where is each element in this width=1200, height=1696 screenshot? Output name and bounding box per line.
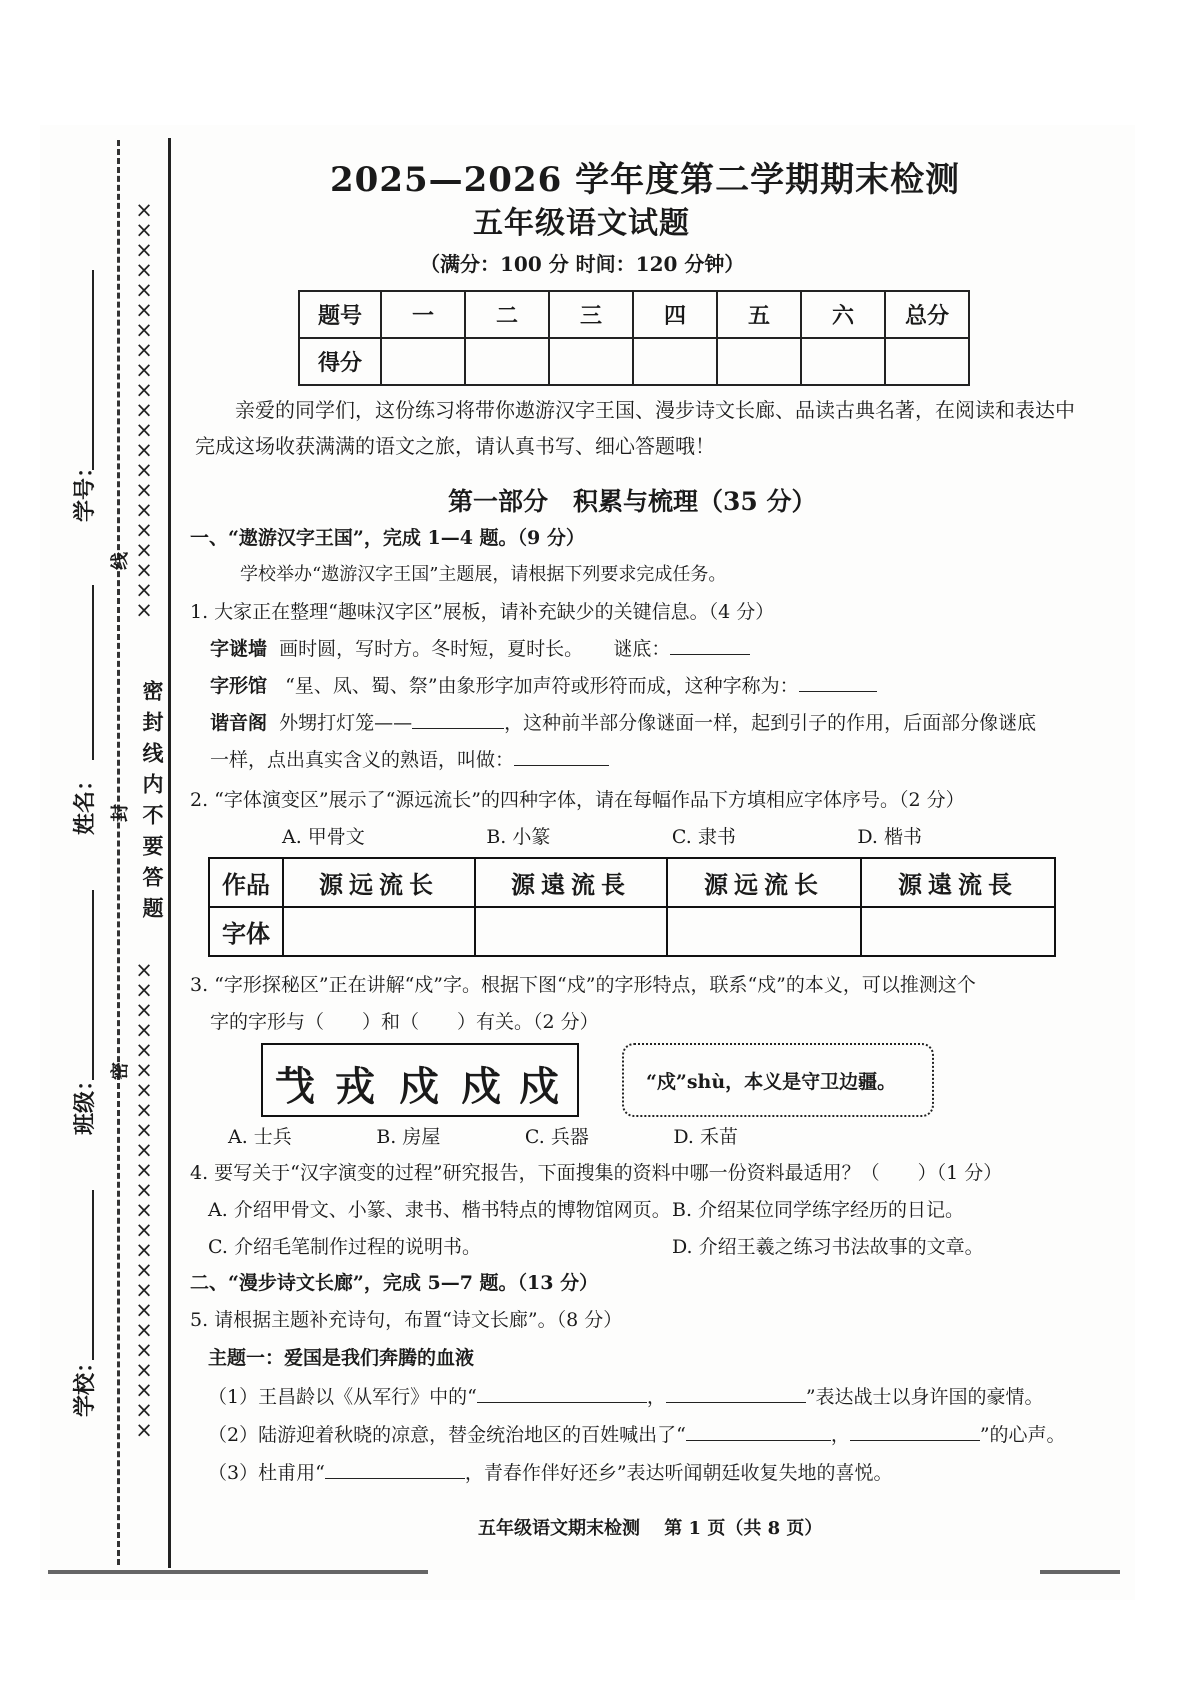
q3-stem2: 字的字形与（ ）和（ ）有关。（2 分）	[210, 1011, 599, 1033]
id-label	[73, 492, 97, 522]
exam-subtitle: 五年级语文试题	[473, 206, 690, 241]
q2-row-label-works: 作品	[209, 858, 283, 907]
q5-line3	[208, 1458, 1088, 1488]
q2-option: C. 隶书	[671, 826, 736, 848]
q5-l2-tail: ”的心声。	[979, 1424, 1066, 1446]
binding-dashed-line	[117, 140, 120, 1565]
q2-font-row	[209, 907, 1055, 956]
exam-meta: （满分：100 分 时间：120 分钟）	[420, 252, 745, 276]
q1-stem: 1. 大家正在整理“趣味汉字区”展板，请补充缺少的关键信息。（4 分）	[190, 601, 775, 623]
q1-a-answer-label: 谜底：	[613, 638, 671, 660]
seal-word-seal: 封	[110, 804, 131, 822]
class-label	[73, 1105, 97, 1135]
q3-option: C. 兵器	[524, 1126, 589, 1148]
name-line	[92, 585, 94, 760]
score-cell: 三	[549, 291, 633, 338]
paper-edge	[1040, 1570, 1120, 1574]
q1-row-b	[210, 671, 1090, 701]
x-marks-top: ×××××××××××××××××××××	[135, 198, 153, 622]
seal-word-secret: 密	[110, 1062, 131, 1080]
score-cell: 五	[717, 291, 801, 338]
q3-options	[228, 1122, 738, 1152]
q5-l1-comma: ，	[646, 1386, 666, 1408]
school-line	[92, 1190, 94, 1360]
q5-line2	[208, 1420, 1088, 1450]
section1-heading: 一、“遨游汉字王国”，完成 1—4 题。（9 分）	[190, 527, 585, 549]
score-input[interactable]	[633, 338, 717, 385]
q2-option: D. 楷书	[857, 826, 922, 848]
score-cell: 六	[801, 291, 885, 338]
q2-answer-cell[interactable]	[861, 907, 1055, 956]
q5-l1-tail: ”表达战士以身许国的豪情。	[805, 1386, 1044, 1408]
q5-l3-blank[interactable]	[325, 1458, 465, 1479]
q4-option-b: B. 介绍某位同学练字经历的日记。	[672, 1199, 965, 1221]
part1-title: 第一部分 积累与梳理（35 分）	[448, 487, 817, 516]
score-input[interactable]	[717, 338, 801, 385]
seal-word-line: 线	[110, 552, 131, 570]
warning-text	[132, 680, 165, 928]
q3-stem1: 3. “字形探秘区”正在讲解“戍”字。根据下图“戍”的字形特点，联系“戍”的本义，可以推测这个	[190, 974, 976, 996]
school-label	[73, 1387, 97, 1417]
q3-option: D. 禾苗	[673, 1126, 738, 1148]
q5-l3-tail: ，青春作伴好还乡”表达听闻朝廷收复失地的喜悦。	[464, 1462, 893, 1484]
q2-work-clerical: 源远流长	[667, 858, 861, 907]
score-input[interactable]	[465, 338, 549, 385]
q2-answer-cell[interactable]	[667, 907, 861, 956]
q3-glyph: 戍	[519, 1063, 559, 1110]
q3-option: A. 士兵	[228, 1126, 292, 1148]
q1-b-blank[interactable]	[799, 671, 877, 692]
q5-theme1: 主题一：爱国是我们奔腾的血液	[208, 1347, 475, 1369]
q5-l1-blank2[interactable]	[666, 1382, 806, 1403]
q2-work-oracle: 源远流长	[283, 858, 475, 907]
q2-work-seal: 源遠流長	[475, 858, 667, 907]
q3-glyph: 𢦏	[275, 1063, 315, 1110]
q2-font-table	[208, 857, 1056, 957]
q2-option: B. 小篆	[486, 826, 551, 848]
page-footer: 五年级语文期末检测 第 1 页（共 8 页）	[478, 1518, 823, 1539]
q2-work-regular: 源遠流長	[861, 858, 1055, 907]
q1-c-text1: 外甥打灯笼——	[279, 712, 413, 734]
q5-stem: 5. 请根据主题补充诗句，布置“诗文长廊”。（8 分）	[190, 1309, 623, 1331]
score-row-label: 得分	[299, 338, 381, 385]
q5-l1-text: （1）王昌龄以《从军行》中的“	[208, 1386, 477, 1408]
score-cell: 一	[381, 291, 465, 338]
score-cell: 总分	[885, 291, 969, 338]
q3-note: “戍”shù，本义是守卫边疆。	[646, 1071, 897, 1093]
score-input[interactable]	[381, 338, 465, 385]
q1-c-blank2[interactable]	[514, 745, 609, 766]
q4-option-c: C. 介绍毛笔制作过程的说明书。	[208, 1236, 481, 1258]
class-line	[92, 890, 94, 1080]
q3-note-box	[622, 1043, 934, 1117]
intro-paragraph: 亲爱的同学们，这份练习将带你遨游汉字王国、漫步诗文长廊、品读古典名著，在阅读和表达中完成这场收获满满的语文之旅，请认真书写、细心答题哦！	[195, 398, 1075, 458]
score-header-row	[299, 291, 969, 338]
q5-line1	[208, 1382, 1088, 1412]
name-label	[73, 805, 97, 835]
q1-row-c	[210, 708, 1090, 738]
q5-l2-blank2[interactable]	[850, 1420, 980, 1441]
q1-c-text2: ，这种前半部分像谜面一样，起到引子的作用，后面部分像谜底	[504, 712, 1037, 734]
q2-option: A. 甲骨文	[282, 826, 365, 848]
q1-c-label: 谐音阁	[210, 712, 268, 734]
q1-b-label: 字形馆	[210, 675, 268, 697]
score-cell: 四	[633, 291, 717, 338]
q1-a-label: 字谜墙	[210, 638, 268, 660]
x-marks-bottom: ××××××××××××××××××××××××	[135, 958, 153, 1442]
q3-glyph: 戍	[461, 1063, 501, 1110]
q2-options	[282, 822, 922, 852]
paper-edge	[48, 1570, 428, 1574]
q4-stem: 4. 要写关于“汉字演变的过程”研究报告，下面搜集的资料中哪一份资料最适用？（ ）（1 分）	[190, 1162, 1003, 1184]
section2-heading: 二、“漫步诗文长廊”，完成 5—7 题。（13 分）	[190, 1272, 599, 1294]
q3-glyph: 戍	[399, 1063, 439, 1110]
q1-b-text: “星、凤、蜀、祭”由象形字加声符或形符而成，这种字称为：	[285, 675, 799, 697]
score-cell: 二	[465, 291, 549, 338]
q2-stem: 2. “字体演变区”展示了“源远流长”的四种字体，请在每幅作品下方填相应字体序号。（2 分）	[190, 789, 965, 811]
exam-title: 2025—2026 学年度第二学期期末检测	[330, 160, 961, 200]
q3-glyph-evolution	[261, 1043, 579, 1117]
q1-a-blank[interactable]	[670, 634, 750, 655]
q5-l1-blank1[interactable]	[477, 1382, 647, 1403]
section1-lead: 学校举办“遨游汉字王国”主题展，请根据下列要求完成任务。	[240, 564, 727, 585]
q5-l3-text: （3）杜甫用“	[208, 1462, 325, 1484]
binding-warning: 密封线内不要答题	[140, 680, 165, 928]
q5-l2-blank1[interactable]	[686, 1420, 831, 1441]
q5-l2-text: （2）陆游迎着秋晓的凉意，替金统治地区的百姓喊出了“	[208, 1424, 686, 1446]
id-line	[92, 270, 94, 470]
q2-answer-cell[interactable]	[475, 907, 667, 956]
q2-row-label-font: 字体	[209, 907, 283, 956]
q4-option-a: A. 介绍甲骨文、小篆、隶书、楷书特点的博物馆网页。	[208, 1199, 671, 1221]
q2-answer-cell[interactable]	[283, 907, 475, 956]
q4-option-d: D. 介绍王羲之练习书法故事的文章。	[672, 1236, 984, 1258]
q1-row-a	[210, 634, 1070, 664]
q3-glyph: 戎	[335, 1063, 375, 1110]
score-input[interactable]	[801, 338, 885, 385]
score-input[interactable]	[549, 338, 633, 385]
score-value-row	[299, 338, 969, 385]
q5-l2-comma: ，	[830, 1424, 850, 1446]
q1-c-blank1[interactable]	[412, 708, 504, 729]
q3-option: B. 房屋	[376, 1126, 441, 1148]
score-table	[298, 290, 970, 386]
score-cell: 题号	[299, 291, 381, 338]
score-input[interactable]	[885, 338, 969, 385]
q2-works-row	[209, 858, 1055, 907]
q1-row-c2	[210, 745, 609, 775]
q1-c-text3: 一样，点出真实含义的熟语，叫做：	[210, 749, 515, 771]
q1-a-text: 画时圆，写时方。冬时短，夏时长。	[279, 638, 584, 660]
